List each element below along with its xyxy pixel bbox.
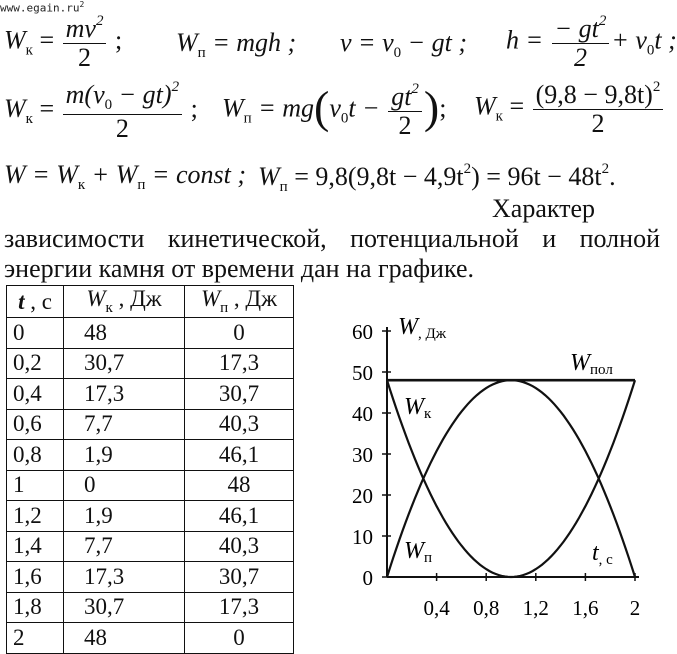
y-axis-label-sub: , Дж (418, 326, 447, 342)
cell-potential: 0 (185, 318, 294, 349)
cell-kinetic: 0 (64, 470, 185, 501)
y-tick-label: 40 (352, 402, 373, 426)
series-label-wpol-main: W (570, 350, 590, 376)
table-row (7, 318, 294, 349)
cell-time: 0,6 (7, 409, 64, 440)
y-tick-label: 10 (352, 525, 373, 549)
cell-time: 0,2 (7, 348, 64, 379)
table-row (7, 623, 294, 654)
cell-potential: 30,7 (185, 379, 294, 410)
y-tick-label: 60 (352, 320, 373, 344)
cell-time: 1,4 (7, 531, 64, 562)
formula-kinetic-energy: $W_к$ = $\frac{mv^2}{2}$ ; (4, 13, 123, 72)
y-tick-label: 20 (352, 484, 373, 508)
table-row (7, 531, 294, 562)
header-kinetic: $W_к$ , Дж (64, 286, 185, 318)
y-axis-label (398, 314, 447, 342)
x-axis-label (592, 540, 613, 568)
series-label-wp (404, 538, 432, 566)
table-row (7, 409, 294, 440)
header-potential: $W_п$ , Дж (185, 286, 294, 318)
formula-kinetic-numeric: $W_к$ = $\frac{(9,8 - 9,8t)^2}{2}$ (474, 80, 665, 137)
cell-kinetic: 17,3 (64, 379, 185, 410)
series-label-wpol (570, 350, 613, 378)
watermark: $www.egain.ru^2$ (0, 0, 85, 15)
series-label-wpol-sub: пол (590, 362, 613, 378)
cell-potential: 46,1 (185, 440, 294, 471)
energy-chart (330, 300, 660, 630)
x-tick-label: 1,6 (572, 596, 599, 620)
y-tick-label: 0 (362, 566, 373, 590)
x-tick-label: 2 (629, 596, 641, 620)
table-row (7, 562, 294, 593)
cell-potential: 17,3 (185, 592, 294, 623)
cell-potential: 48 (185, 470, 294, 501)
table-row (7, 348, 294, 379)
header-time: t , с (7, 286, 64, 318)
cell-potential: 46,1 (185, 501, 294, 532)
cell-time: 0 (7, 318, 64, 349)
y-tick-label: 30 (352, 443, 373, 467)
table-row (7, 592, 294, 623)
y-tick-label: 50 (352, 361, 373, 385)
series-label-wk-main: W (404, 394, 424, 420)
formula-potential-numeric: $W_п = 9,8(9,8t - 4,9t^2) = 96t - 48t^2$. (258, 161, 616, 195)
cell-kinetic: 30,7 (64, 592, 185, 623)
cell-time: 0,4 (7, 379, 64, 410)
y-axis-label-main: W (398, 314, 418, 340)
formula-height: h = $\frac{- gt^2}{2}$ + $v_0t$ ; (506, 13, 677, 72)
cell-time: 1 (7, 470, 64, 501)
x-tick-label: 1,2 (522, 596, 549, 620)
x-axis-label-main: t (592, 540, 599, 566)
cell-time: 1,6 (7, 562, 64, 593)
cell-kinetic: 1,9 (64, 440, 185, 471)
cell-kinetic: 1,9 (64, 501, 185, 532)
cell-time: 0,8 (7, 440, 64, 471)
table-row (7, 440, 294, 471)
formula-potential-energy: $W_п$ = mgh ; (176, 28, 297, 61)
cell-potential: 17,3 (185, 348, 294, 379)
cell-kinetic: 17,3 (64, 562, 185, 593)
x-axis-label-sub: , с (598, 552, 613, 568)
cell-time: 2 (7, 623, 64, 654)
x-tick-label: 0,8 (473, 596, 500, 620)
table-row (7, 470, 294, 501)
formula-energy-conservation: $W = W_к + W_п$ = const ; (4, 160, 246, 193)
table-row (7, 379, 294, 410)
description-paragraph: Характер зависимости кинетической, потенциальной и полной энергии камня от времени дан на графике. (4, 194, 660, 283)
cell-kinetic: 48 (64, 623, 185, 654)
formula-kinetic-expanded: $W_к$ = $\frac{m(v_0 - gt)^2}{2}$ ; (4, 79, 198, 143)
table-header-row (7, 286, 294, 318)
formula-potential-expanded: $W_п = mg(v_0t$ − $\frac{gt^2}{2}$ ); (222, 81, 447, 140)
cell-kinetic: 7,7 (64, 409, 185, 440)
cell-potential: 40,3 (185, 409, 294, 440)
energy-table (6, 285, 294, 654)
table-row (7, 501, 294, 532)
series-label-wp-sub: п (424, 550, 433, 566)
cell-time: 1,2 (7, 501, 64, 532)
cell-kinetic: 48 (64, 318, 185, 349)
series-label-wk-sub: к (424, 406, 432, 422)
cell-kinetic: 30,7 (64, 348, 185, 379)
cell-potential: 30,7 (185, 562, 294, 593)
series-label-wk (404, 394, 432, 422)
cell-kinetic: 7,7 (64, 531, 185, 562)
x-tick-label: 0,4 (423, 596, 450, 620)
cell-potential: 0 (185, 623, 294, 654)
series-label-wp-main: W (404, 538, 424, 564)
formula-velocity: $v = v_0$ − gt ; (340, 28, 468, 61)
cell-time: 1,8 (7, 592, 64, 623)
cell-potential: 40,3 (185, 531, 294, 562)
